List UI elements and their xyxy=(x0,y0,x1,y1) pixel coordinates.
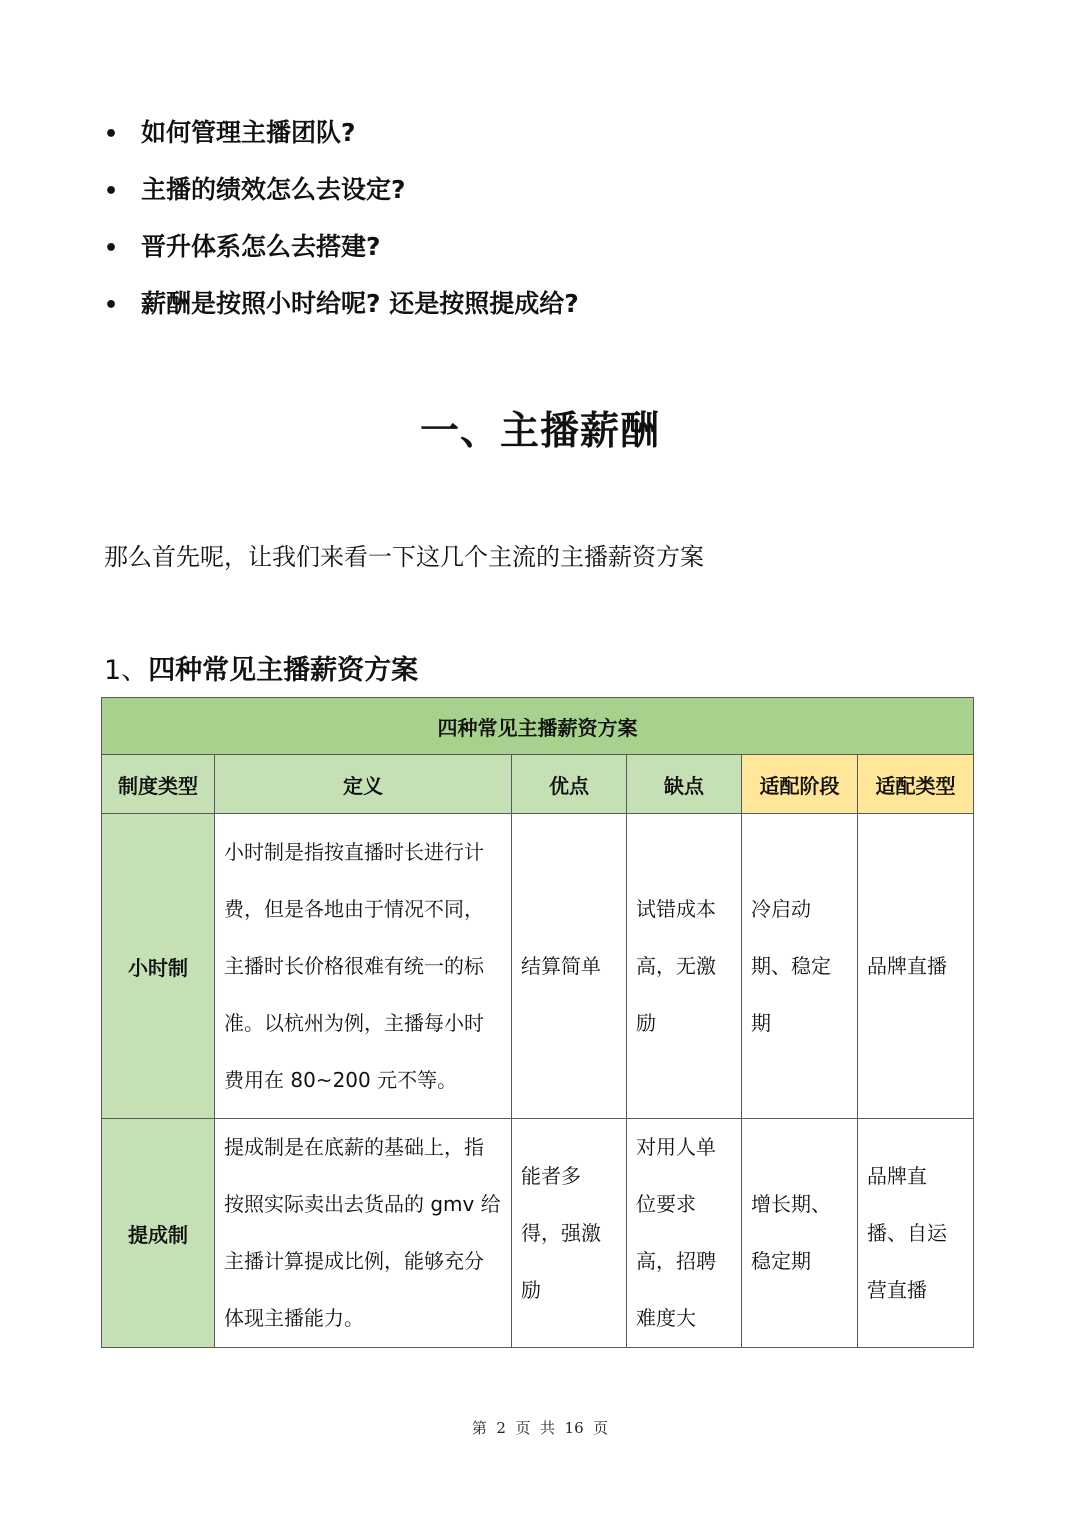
cell-fit: 品牌直播、自运营直播 xyxy=(858,1119,974,1348)
header-stage: 适配阶段 xyxy=(742,755,858,814)
cell-type: 提成制 xyxy=(102,1119,215,1348)
question-list xyxy=(104,104,579,332)
bullet-icon: • xyxy=(104,236,119,261)
question-text: 薪酬是按照小时给呢? 还是按照提成给? xyxy=(141,289,579,318)
bullet-icon: • xyxy=(104,122,119,147)
header-fit: 适配类型 xyxy=(858,755,974,814)
question-item xyxy=(104,161,579,218)
cell-definition: 小时制是指按直播时长进行计费，但是各地由于情况不同，主播时长价格很难有统一的标准。以杭州为例，主播每小时费用在 80~200 元不等。 xyxy=(215,814,512,1119)
section-title: 一、主播薪酬 xyxy=(419,409,660,454)
cell-pros: 能者多得，强激励 xyxy=(512,1119,627,1348)
question-text: 主播的绩效怎么去设定? xyxy=(141,175,406,204)
table-header-row xyxy=(102,755,974,814)
page-footer: 第 2 页 共 16 页 xyxy=(471,1419,609,1437)
table-row xyxy=(102,1119,974,1348)
intro-paragraph: 那么首先呢，让我们来看一下这几个主流的主播薪资方案 xyxy=(104,543,704,571)
cell-cons: 对用人单位要求高，招聘难度大 xyxy=(627,1119,742,1348)
header-cons: 缺点 xyxy=(627,755,742,814)
header-type: 制度类型 xyxy=(102,755,215,814)
subsection-title: 四种常见主播薪资方案 xyxy=(148,655,419,686)
cell-type: 小时制 xyxy=(102,814,215,1119)
cell-stage: 增长期、稳定期 xyxy=(742,1119,858,1348)
header-pros: 优点 xyxy=(512,755,627,814)
bullet-icon: • xyxy=(104,179,119,204)
table-caption: 四种常见主播薪资方案 xyxy=(102,698,974,755)
question-text: 晋升体系怎么去搭建? xyxy=(141,232,381,261)
cell-definition: 提成制是在底薪的基础上，指按照实际卖出去货品的 gmv 给主播计算提成比例，能够充分体现主播能力。 xyxy=(215,1119,512,1348)
question-text: 如何管理主播团队? xyxy=(141,118,356,147)
subsection-number: 1、 xyxy=(104,655,149,686)
header-definition: 定义 xyxy=(215,755,512,814)
question-item xyxy=(104,275,579,332)
cell-cons: 试错成本高，无激励 xyxy=(627,814,742,1119)
table-row xyxy=(102,814,974,1119)
table-caption-row xyxy=(102,698,974,755)
cell-stage: 冷启动期、稳定期 xyxy=(742,814,858,1119)
salary-scheme-table xyxy=(101,697,974,1348)
question-item xyxy=(104,104,579,161)
question-item xyxy=(104,218,579,275)
bullet-icon: • xyxy=(104,293,119,318)
cell-fit: 品牌直播 xyxy=(858,814,974,1119)
subsection-heading xyxy=(104,648,418,694)
cell-pros: 结算简单 xyxy=(512,814,627,1119)
